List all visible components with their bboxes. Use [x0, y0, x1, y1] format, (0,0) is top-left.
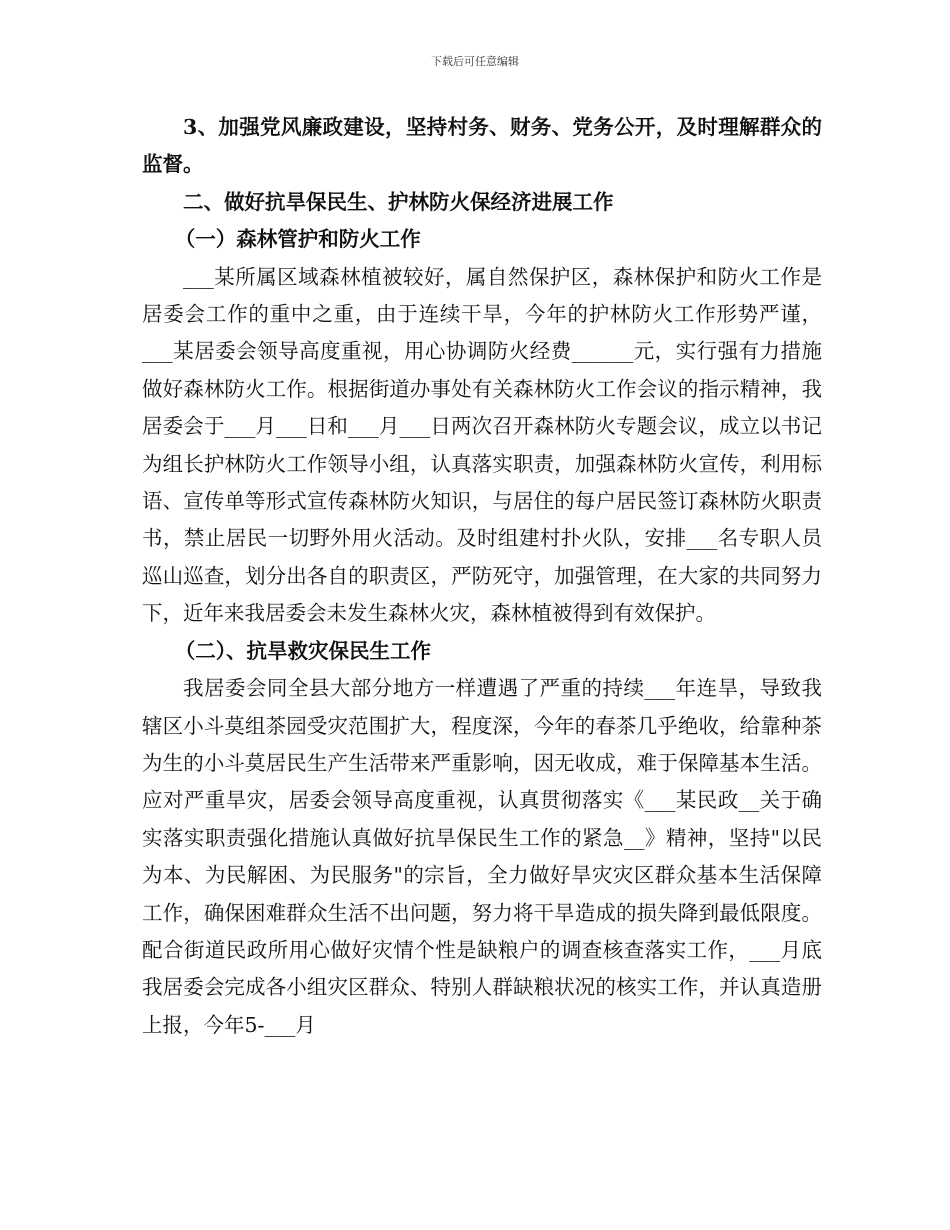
- document-body: [142, 109, 822, 1044]
- paragraph-forest-fire: ___某所属区域森林植被较好，属自然保护区，森林保护和防火工作是居委会工作的重中之重，由于连续干旱，今年的护林防火工作形势严谨，___某居委会领导高度重视，用心协调防火经费______元，实行强有力措施做好森林防火工作。根据街道办事处有关森林防火工作会议的指示精神，我居委会于___月___日和___月___日两次召开森林防火专题会议，成立以书记为组长护林防火工作领导小组，认真落实职责，加强森林防火宣传，利用标语、宣传单等形式宣传森林防火知识，与居住的每户居民签订森林防火职责书，禁止居民一切野外用火活动。及时组建村扑火队，安排___名专职人员巡山巡查，划分出各自的职责区，严防死守，加强管理，在大家的共同努力下，近年来我居委会未发生森林火灾，森林植被得到有效保护。: [142, 264, 822, 626]
- paragraph-drought-relief: 我居委会同全县大部分地方一样遭遇了严重的持续___年连旱，导致我辖区小斗莫组茶园受灾范围扩大，程度深，今年的春茶几乎绝收，给靠种茶为生的小斗莫居民生产生活带来严重影响，因无收成，难于保障基本生活。应对严重旱灾，居委会领导高度重视，认真贯彻落实《___某民政__关于确实落实职责强化措施认真做好抗旱保民生工作的紧急__》精神，坚持"以民为本、为民解困、为民服务"的宗旨，全力做好旱灾灾区群众基本生活保障工作，确保困难群众生活不出问题，努力将干旱造成的损失降到最低限度。配合街道民政所用心做好灾情个性是缺粮户的调查核查落实工作，___月底我居委会完成各小组灾区群众、特别人群缺粮状况的核实工作，并认真造册上报，今年5-___月: [142, 676, 822, 1037]
- page-header: 下载后可任意编辑: [431, 55, 519, 68]
- subsection-heading-drought: （二）、抗旱救灾保民生工作: [174, 638, 432, 663]
- paragraph-item-3: 3、加强党风廉政建设，坚持村务、财务、党务公开，及时理解群众的监督。: [142, 115, 822, 177]
- subsection-heading-forest: （一）森林管护和防火工作: [174, 227, 421, 252]
- section-heading: 二、做好抗旱保民生、护林防火保经济进展工作: [183, 189, 614, 214]
